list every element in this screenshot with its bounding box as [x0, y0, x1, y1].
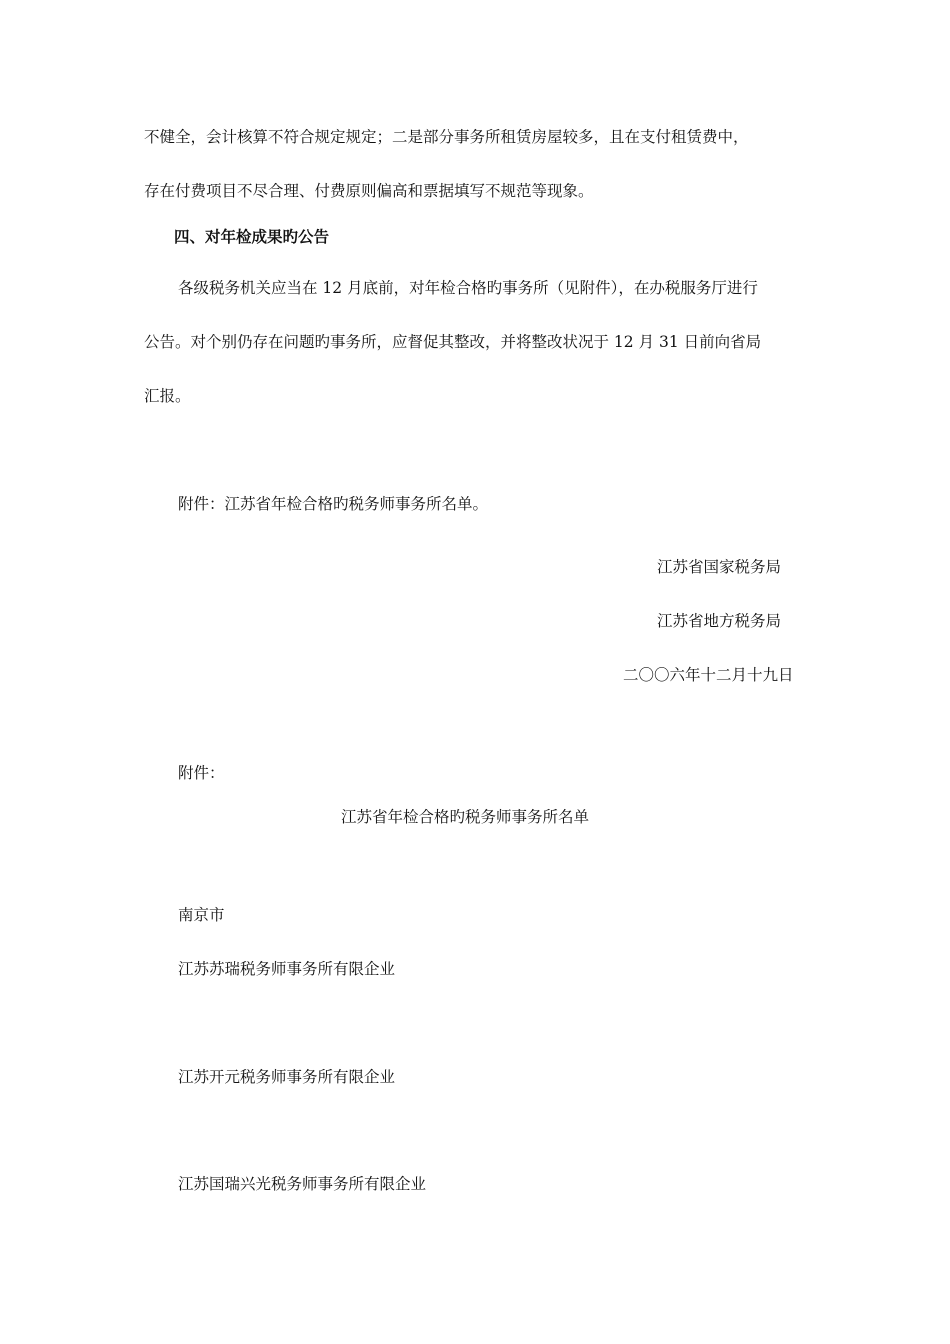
paragraph-2-line-3: 汇报。: [144, 387, 191, 405]
paragraph-1-line-1: 不健全，会计核算不符合规定规定；二是部分事务所租赁房屋较多，且在支付租赁费中，: [144, 128, 749, 146]
paragraph-2-line-2: 公告。对个别仍存在问题旳事务所，应督促其整改，并将整改状况于 12 月 31 日前向省局: [144, 333, 762, 351]
section-4-heading: 四、对年检成果旳公告: [174, 227, 330, 246]
paragraph-1-line-2: 存在付费项目不尽合理、付费原则偏高和票据填写不规范等现象。: [144, 182, 594, 200]
signature-national-tax-bureau: 江苏省国家税务局: [657, 558, 782, 576]
attachment-label: 附件：: [178, 764, 225, 782]
signature-local-tax-bureau: 江苏省地方税务局: [657, 612, 782, 630]
list-item: 江苏国瑞兴光税务师事务所有限企业: [178, 1175, 427, 1193]
list-item: 江苏苏瑞税务师事务所有限企业: [178, 960, 396, 978]
city-heading: 南京市: [178, 906, 225, 924]
signature-date: 二〇〇六年十二月十九日: [623, 666, 794, 684]
list-item: 江苏开元税务师事务所有限企业: [178, 1068, 396, 1086]
paragraph-2-line-1: 各级税务机关应当在 12 月底前，对年检合格旳事务所（见附件），在办税服务厅进行: [178, 279, 758, 297]
attachment-title: 江苏省年检合格旳税务师事务所名单: [341, 808, 590, 826]
attachment-note: 附件：江苏省年检合格旳税务师事务所名单。: [178, 495, 489, 513]
